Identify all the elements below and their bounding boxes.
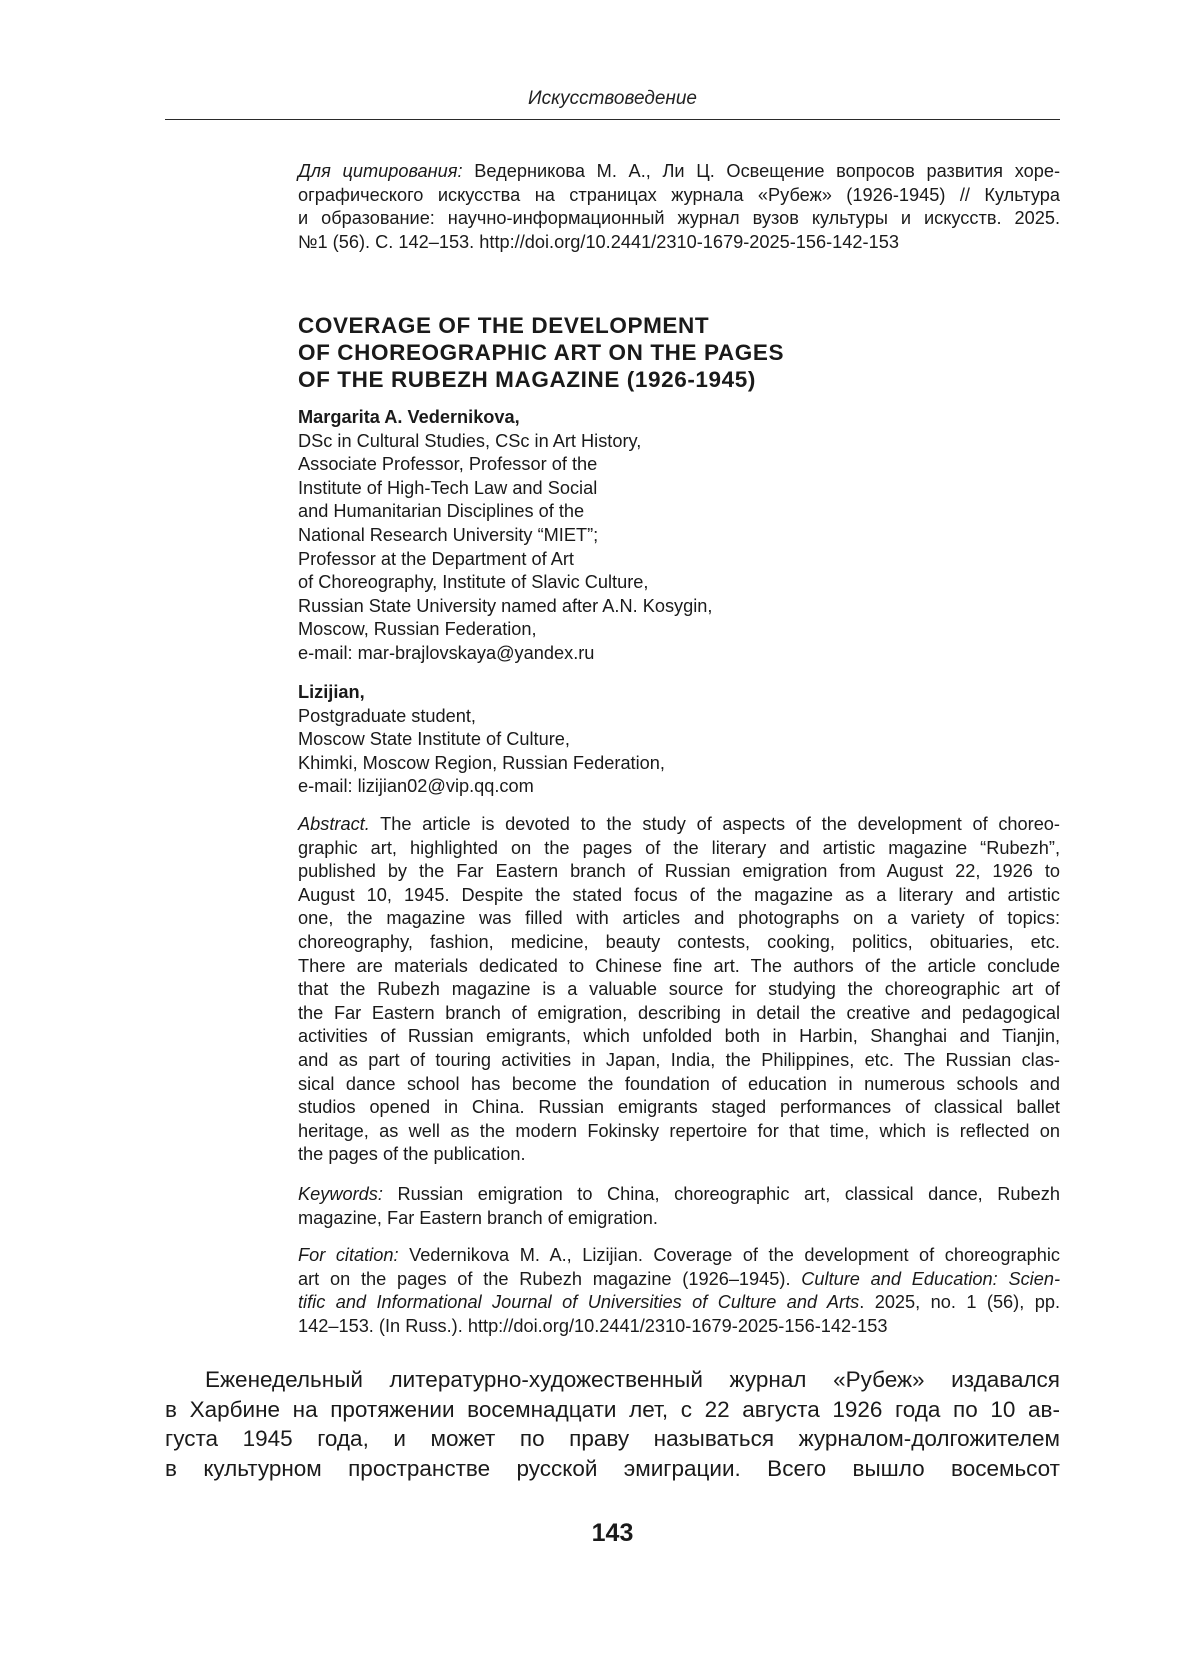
citation-en-line: Vedernikova M. A., Lizijian. Coverage of the development of choreographic xyxy=(409,1245,1061,1265)
keywords-label: Keywords: xyxy=(298,1184,383,1204)
abstract-label: Abstract. xyxy=(298,814,370,834)
citation-en-line: art on the pages of the Rubezh magazine (1926–1945). xyxy=(298,1268,791,1289)
citation-ru-line: ографического искусства на страницах журнала «Рубеж» (1926-1945) // Культура xyxy=(298,184,1060,205)
citation-ru xyxy=(298,160,1060,254)
body-line: густа 1945 года, и может по праву называться журналом-долгожителем xyxy=(165,1426,1060,1451)
body-line: Еженедельный литературно-художественный журнал «Рубеж» издавался xyxy=(205,1367,1060,1392)
running-header: Искусствоведение xyxy=(528,88,697,109)
page-number: 143 xyxy=(591,1519,634,1547)
author-detail: DSc in Cultural Studies, CSc in Art History, xyxy=(298,430,642,451)
abstract-line: heritage, as well as the modern Fokinsky repertoire for that time, which is reflected on xyxy=(298,1120,1060,1141)
abstract-line: August 10, 1945. Despite the stated focus of the magazine as a literary and artistic xyxy=(298,884,1060,905)
author-email: e-mail: lizijian02@vip.qq.com xyxy=(298,776,534,797)
abstract-line: the pages of the publication. xyxy=(298,1144,526,1165)
citation-en xyxy=(298,1244,1060,1338)
journal-name: Culture and Education: Scien- xyxy=(801,1268,1061,1289)
abstract-line: the Far Eastern branch of emigration, describing in detail the creative and pedagogical xyxy=(298,1002,1060,1023)
title-line: COVERAGE OF THE DEVELOPMENT xyxy=(298,313,710,338)
title-line: OF THE RUBEZH MAGAZINE (1926-1945) xyxy=(298,367,756,392)
citation-en-label: For citation: xyxy=(298,1245,399,1265)
author-detail: Professor at the Department of Art xyxy=(298,548,574,569)
body-paragraph xyxy=(165,1365,1060,1483)
abstract xyxy=(298,813,1060,1167)
author-detail: Postgraduate student, xyxy=(298,705,476,726)
header-rule xyxy=(165,119,1060,120)
citation-en-line: 142–153. (In Russ.). http://doi.org/10.2441/2310-1679-2025-156-142-153 xyxy=(298,1315,888,1336)
title-line: OF CHOREOGRAPHIC ART ON THE PAGES xyxy=(298,340,785,365)
author-email: e-mail: mar-brajlovskaya@yandex.ru xyxy=(298,642,595,663)
author-block-2 xyxy=(298,681,1060,799)
author-detail: of Choreography, Institute of Slavic Culture, xyxy=(298,572,649,593)
keywords-line: Russian emigration to China, choreographic art, classical dance, Rubezh xyxy=(397,1184,1060,1204)
keywords-line: magazine, Far Eastern branch of emigration. xyxy=(298,1207,658,1228)
abstract-line: The article is devoted to the study of aspects of the development of choreo- xyxy=(380,814,1060,834)
keywords xyxy=(298,1183,1060,1230)
abstract-line: graphic art, highlighted on the pages of the literary and artistic magazine “Rubezh”, xyxy=(298,837,1060,858)
author-name: Margarita A. Vedernikova, xyxy=(298,407,520,427)
abstract-line: There are materials dedicated to Chinese fine art. The authors of the article conclude xyxy=(298,955,1060,976)
abstract-line: and as part of touring activities in Japan, India, the Philippines, etc. The Russian clas- xyxy=(298,1049,1060,1070)
author-detail: Institute of High-Tech Law and Social xyxy=(298,477,598,498)
body-line: в Харбине на протяжении восемнадцати лет, с 22 августа 1926 года по 10 ав- xyxy=(165,1396,1060,1422)
abstract-line: activities of Russian emigrants, which unfolded both in Harbin, Shanghai and Tianjin, xyxy=(298,1026,1060,1047)
abstract-line: studios opened in China. Russian emigrants staged performances of classical ballet xyxy=(298,1097,1060,1118)
abstract-line: sical dance school has become the foundation of education in numerous schools and xyxy=(298,1073,1060,1094)
author-name: Lizijian, xyxy=(298,682,365,702)
author-detail: National Research University “MIET”; xyxy=(298,524,599,545)
author-detail: and Humanitarian Disciplines of the xyxy=(298,501,585,522)
abstract-line: that the Rubezh magazine is a valuable source for studying the choreographic art of xyxy=(298,979,1060,1000)
citation-en-line: . 2025, no. 1 (56), pp. xyxy=(859,1292,1060,1313)
journal-name: tific and Informational Journal of Universities of Culture and Arts xyxy=(298,1292,860,1313)
abstract-line: published by the Far Eastern branch of Russian emigration from August 22, 1926 to xyxy=(298,861,1060,882)
author-detail: Moscow State Institute of Culture, xyxy=(298,729,570,750)
author-detail: Moscow, Russian Federation, xyxy=(298,619,537,640)
abstract-line: choreography, fashion, medicine, beauty contests, cooking, politics, obituaries, etc. xyxy=(298,931,1060,952)
abstract-line: one, the magazine was filled with articles and photographs on a variety of topics: xyxy=(298,908,1060,929)
citation-ru-line: и образование: научно-информационный журнал вузов культуры и искусств. 2025. xyxy=(298,208,1060,229)
body-line: в культурном пространстве русской эмиграции. Всего вышло восемьсот xyxy=(165,1455,1060,1481)
citation-ru-line: №1 (56). С. 142–153. http://doi.org/10.2441/2310-1679-2025-156-142-153 xyxy=(298,231,899,252)
citation-ru-line: Ведерникова М. А., Ли Ц. Освещение вопросов развития хоре- xyxy=(474,161,1060,181)
author-detail: Associate Professor, Professor of the xyxy=(298,454,598,475)
author-detail: Russian State University named after A.N. Kosygin, xyxy=(298,595,713,616)
author-block-1 xyxy=(298,406,1060,666)
citation-ru-label: Для цитирования: xyxy=(298,161,463,181)
article-title xyxy=(298,312,1060,393)
author-detail: Khimki, Moscow Region, Russian Federation, xyxy=(298,752,665,773)
